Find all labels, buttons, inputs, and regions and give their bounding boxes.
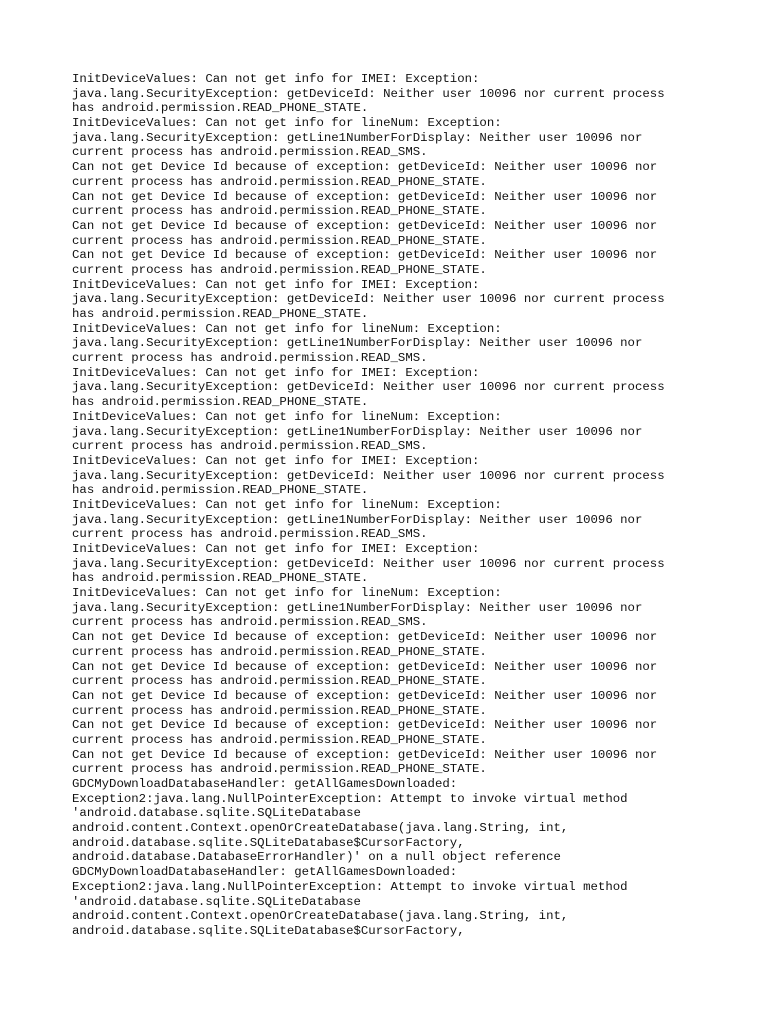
log-line: java.lang.SecurityException: getDeviceId: Neither user 10096 nor current process	[72, 556, 665, 571]
log-line: Can not get Device Id because of exception: getDeviceId: Neither user 10096 nor	[72, 248, 658, 263]
log-line: GDCMyDownloadDatabaseHandler: getAllGamesDownloaded:	[72, 777, 458, 791]
log-line: java.lang.SecurityException: getDeviceId: Neither user 10096 nor current process	[72, 380, 665, 395]
log-line: java.lang.SecurityException: getDeviceId: Neither user 10096 nor current process	[72, 468, 665, 483]
log-line: Can not get Device Id because of exception: getDeviceId: Neither user 10096 nor	[72, 718, 658, 733]
log-line: 'android.database.sqlite.SQLiteDatabase	[72, 806, 361, 821]
log-line: android.database.DatabaseErrorHandler)' on a null object reference	[72, 850, 561, 865]
log-line: current process has android.permission.READ_PHONE_STATE.	[72, 262, 487, 277]
log-line: current process has android.permission.READ_SMS.	[72, 145, 428, 160]
log-line: Can not get Device Id because of exception: getDeviceId: Neither user 10096 nor	[72, 688, 658, 703]
log-line: has android.permission.READ_PHONE_STATE.	[72, 571, 369, 586]
log-line: InitDeviceValues: Can not get info for IMEI: Exception:	[72, 277, 480, 292]
log-line: android.content.Context.openOrCreateDatabase(java.lang.String, int,	[72, 909, 569, 924]
log-line: Can not get Device Id because of exception: getDeviceId: Neither user 10096 nor	[72, 630, 658, 645]
log-line: android.content.Context.openOrCreateDatabase(java.lang.String, int,	[72, 821, 569, 836]
log-line: InitDeviceValues: Can not get info for IMEI: Exception:	[72, 453, 480, 468]
log-line: current process has android.permission.READ_SMS.	[72, 615, 428, 630]
log-line: current process has android.permission.READ_PHONE_STATE.	[72, 674, 487, 689]
log-line: current process has android.permission.READ_PHONE_STATE.	[72, 204, 487, 219]
log-line: Can not get Device Id because of exception: getDeviceId: Neither user 10096 nor	[72, 218, 658, 233]
log-line: current process has android.permission.READ_PHONE_STATE.	[72, 732, 487, 747]
log-line: InitDeviceValues: Can not get info for lineNum: Exception:	[72, 497, 502, 512]
log-line: InitDeviceValues: Can not get info for lineNum: Exception:	[72, 321, 502, 336]
log-line: current process has android.permission.READ_PHONE_STATE.	[72, 174, 487, 189]
log-line: java.lang.SecurityException: getLine1NumberForDisplay: Neither user 10096 nor	[72, 336, 643, 351]
log-line: 'android.database.sqlite.SQLiteDatabase	[72, 894, 361, 909]
log-line: java.lang.SecurityException: getLine1NumberForDisplay: Neither user 10096 nor	[72, 424, 643, 439]
document-page	[72, 72, 732, 939]
log-line: InitDeviceValues: Can not get info for lineNum: Exception:	[72, 116, 502, 131]
log-line: has android.permission.READ_PHONE_STATE.	[72, 395, 369, 410]
log-line: has android.permission.READ_PHONE_STATE.	[72, 101, 369, 116]
log-line: android.database.sqlite.SQLiteDatabase$CursorFactory,	[72, 835, 465, 850]
log-line: Can not get Device Id because of exception: getDeviceId: Neither user 10096 nor	[72, 747, 658, 762]
log-line: Exception2:java.lang.NullPointerException: Attempt to invoke virtual method	[72, 791, 628, 806]
log-line: has android.permission.READ_PHONE_STATE.	[72, 483, 369, 498]
log-line: java.lang.SecurityException: getLine1NumberForDisplay: Neither user 10096 nor	[72, 130, 643, 145]
log-line: Can not get Device Id because of exception: getDeviceId: Neither user 10096 nor	[72, 189, 658, 204]
log-line: Exception2:java.lang.NullPointerException: Attempt to invoke virtual method	[72, 879, 628, 894]
log-line: java.lang.SecurityException: getLine1NumberForDisplay: Neither user 10096 nor	[72, 512, 643, 527]
log-line: has android.permission.READ_PHONE_STATE.	[72, 307, 369, 321]
log-line: InitDeviceValues: Can not get info for IMEI: Exception:	[72, 365, 480, 380]
log-line: java.lang.SecurityException: getDeviceId: Neither user 10096 nor current process	[72, 86, 665, 101]
log-line: InitDeviceValues: Can not get info for lineNum: Exception:	[72, 409, 502, 424]
log-line: current process has android.permission.READ_PHONE_STATE.	[72, 703, 487, 718]
log-line: Can not get Device Id because of exception: getDeviceId: Neither user 10096 nor	[72, 160, 658, 175]
log-line: java.lang.SecurityException: getDeviceId: Neither user 10096 nor current process	[72, 292, 665, 307]
log-line: Can not get Device Id because of exception: getDeviceId: Neither user 10096 nor	[72, 659, 658, 674]
log-line: InitDeviceValues: Can not get info for IMEI: Exception:	[72, 72, 480, 86]
log-line: android.database.sqlite.SQLiteDatabase$CursorFactory,	[72, 923, 465, 938]
log-line: current process has android.permission.READ_PHONE_STATE.	[72, 233, 487, 248]
log-line: current process has android.permission.READ_SMS.	[72, 439, 428, 454]
log-line: GDCMyDownloadDatabaseHandler: getAllGamesDownloaded:	[72, 865, 458, 880]
log-line: current process has android.permission.READ_PHONE_STATE.	[72, 644, 487, 659]
log-line: java.lang.SecurityException: getLine1NumberForDisplay: Neither user 10096 nor	[72, 600, 643, 615]
log-line: current process has android.permission.READ_SMS.	[72, 527, 428, 542]
log-line: InitDeviceValues: Can not get info for lineNum: Exception:	[72, 586, 502, 601]
log-line: current process has android.permission.READ_PHONE_STATE.	[72, 762, 487, 777]
log-line: InitDeviceValues: Can not get info for IMEI: Exception:	[72, 542, 480, 556]
log-line: current process has android.permission.READ_SMS.	[72, 351, 428, 366]
log-text-block	[72, 72, 732, 939]
